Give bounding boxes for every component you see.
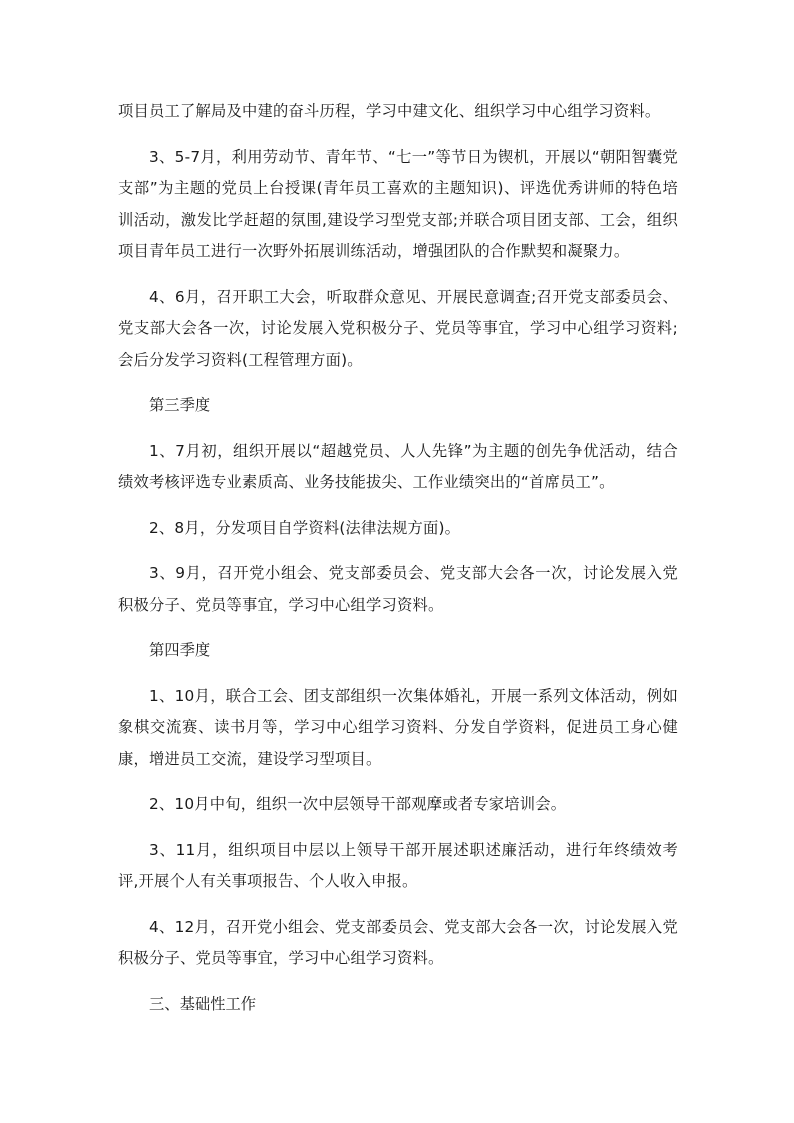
paragraph-item-july: 1、7月初，组织开展以“超越党员、人人先锋”为主题的创先争优活动，结合绩效考核评选专业素质高、业务技能拔尖、工作业绩突出的“首席员工”。 — [118, 441, 678, 491]
paragraph-item-august: 2、8月，分发项目自学资料(法律法规方面)。 — [149, 518, 461, 537]
section-heading-q3: 第三季度 — [149, 396, 211, 414]
paragraph-item-may-july: 3、5-7月，利用劳动节、青年节、“七一”等节日为锲机，开展以“朝阳智囊党支部”为主题的党员上台授课(青年员工喜欢的主题知识)、评选优秀讲师的特色培训活动，激发比学赶超的氛围,建设学习型党支部;并联合项目团支部、工会，组织项目青年员工进行一次野外拓展训练活动，增强团队的合作默契和凝聚力。 — [118, 147, 678, 260]
section-heading-q4: 第四季度 — [149, 641, 211, 659]
paragraph-item-december: 4、12月，召开党小组会、党支部委员会、党支部大会各一次，讨论发展入党积极分子、党员等事宜，学习中心组学习资料。 — [118, 917, 678, 967]
paragraph-item-october: 1、10月，联合工会、团支部组织一次集体婚礼，开展一系列文体活动，例如象棋交流赛、读书月等，学习中心组学习资料、分发自学资料，促进员工身心健康，增进员工交流，建设学习型项目。 — [118, 686, 678, 768]
paragraph-continuation: 项目员工了解局及中建的奋斗历程，学习中建文化、组织学习中心组学习资料。 — [118, 102, 661, 120]
paragraph-item-mid-october: 2、10月中旬，组织一次中层领导干部观摩或者专家培训会。 — [149, 795, 567, 813]
paragraph-item-november: 3、11月，组织项目中层以上领导干部开展述职述廉活动，进行年终绩效考评,开展个人有关事项报告、个人收入申报。 — [118, 840, 678, 890]
section-heading-basic-work: 三、基础性工作 — [149, 994, 257, 1013]
paragraph-item-june: 4、6月，召开职工大会，听取群众意见、开展民意调查;召开党支部委员会、党支部大会各一次，讨论发展入党积极分子、党员等事宜，学习中心组学习资料;会后分发学习资料(工程管理方面)。 — [118, 287, 678, 369]
paragraph-item-september: 3、9月，召开党小组会、党支部委员会、党支部大会各一次，讨论发展入党积极分子、党员等事宜，学习中心组学习资料。 — [118, 564, 678, 614]
document-body — [118, 96, 678, 1020]
